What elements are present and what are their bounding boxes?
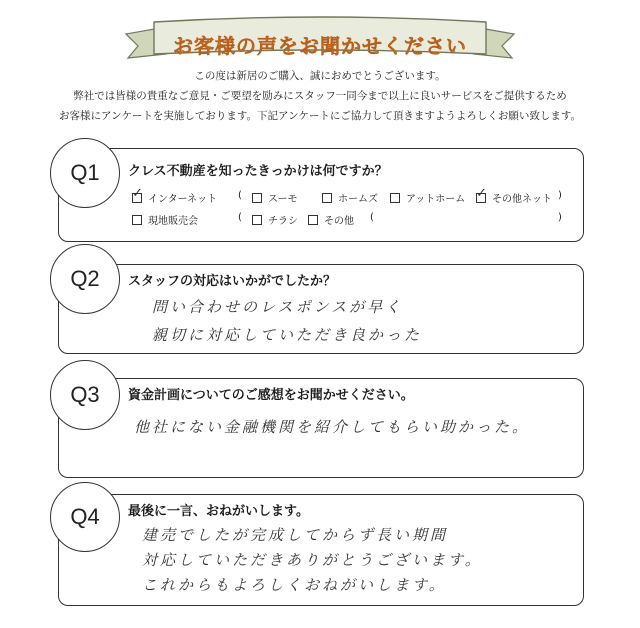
title-banner bbox=[120, 8, 520, 68]
q4-answer-line: これからもよろしくおねがいします。 bbox=[142, 576, 447, 594]
page-title: お客様の声をお聞かせください bbox=[173, 34, 467, 58]
paren-open: ( bbox=[370, 212, 374, 223]
q1-question: クレス不動産を知ったきっかけは何ですか？ bbox=[128, 164, 388, 179]
intro-text bbox=[0, 66, 640, 126]
paren-open: ( bbox=[238, 212, 242, 223]
option-internet[interactable]: ✓ インターネット bbox=[132, 186, 218, 205]
option-homes[interactable]: ホームズ bbox=[322, 190, 378, 205]
paren-close: ) bbox=[558, 212, 562, 223]
check-icon: ✓ bbox=[476, 186, 487, 201]
q3-answer-line: 他社にない金融機関を紹介してもらい助かった。 bbox=[134, 418, 531, 436]
q4-circle: Q4 bbox=[50, 482, 120, 552]
option-athome[interactable]: アットホーム bbox=[390, 190, 465, 205]
check-icon: ✓ bbox=[132, 186, 143, 201]
q4-question: 最後に一言、おねがいします。 bbox=[128, 504, 309, 519]
q4-answer-line: 対応していただきありがとうございます。 bbox=[142, 551, 483, 569]
option-flyer[interactable]: チラシ bbox=[252, 212, 298, 227]
option-onsite-sale[interactable]: 現地販売会 bbox=[132, 212, 198, 227]
option-suumo[interactable]: スーモ bbox=[252, 190, 298, 205]
q2-answer-line: 問い合わせのレスポンスが早く bbox=[152, 298, 404, 316]
intro-line: お客様にアンケートを実施しております。下記アンケートにご協力して頂きますようよろしくお願い致します。 bbox=[58, 110, 582, 122]
checkbox[interactable] bbox=[476, 186, 487, 203]
paren-open: ( bbox=[238, 190, 242, 201]
q3-question: 資金計画についてのご感想をお聞かせください。 bbox=[128, 388, 414, 403]
checkbox[interactable] bbox=[322, 193, 332, 203]
q2-answer-line: 親切に対応していただき良かった bbox=[152, 326, 423, 344]
option-other[interactable]: その他 bbox=[308, 212, 354, 227]
intro-line: この度は新居のご購入、誠におめでとうございます。 bbox=[194, 70, 446, 82]
checkbox[interactable] bbox=[308, 215, 318, 225]
checkbox[interactable] bbox=[252, 215, 262, 225]
paren-close: ) bbox=[558, 190, 562, 201]
q3-circle: Q3 bbox=[50, 360, 120, 430]
checkbox[interactable] bbox=[390, 193, 400, 203]
checkbox[interactable] bbox=[132, 186, 143, 203]
option-other-net[interactable]: ✓ その他ネット bbox=[476, 186, 552, 205]
intro-line: 弊社では皆様の貴重なご意見・ご要望を励みにスタッフ一同今まで以上に良いサービスをご提供するため bbox=[73, 90, 567, 102]
checkbox[interactable] bbox=[252, 193, 262, 203]
checkbox[interactable] bbox=[132, 215, 142, 225]
q2-circle: Q2 bbox=[50, 244, 120, 314]
q1-circle: Q1 bbox=[50, 138, 120, 208]
q4-answer-line: 建売でしたが完成してからず長い期間 bbox=[142, 526, 449, 544]
q2-question: スタッフの対応はいかがでしたか？ bbox=[128, 274, 337, 289]
